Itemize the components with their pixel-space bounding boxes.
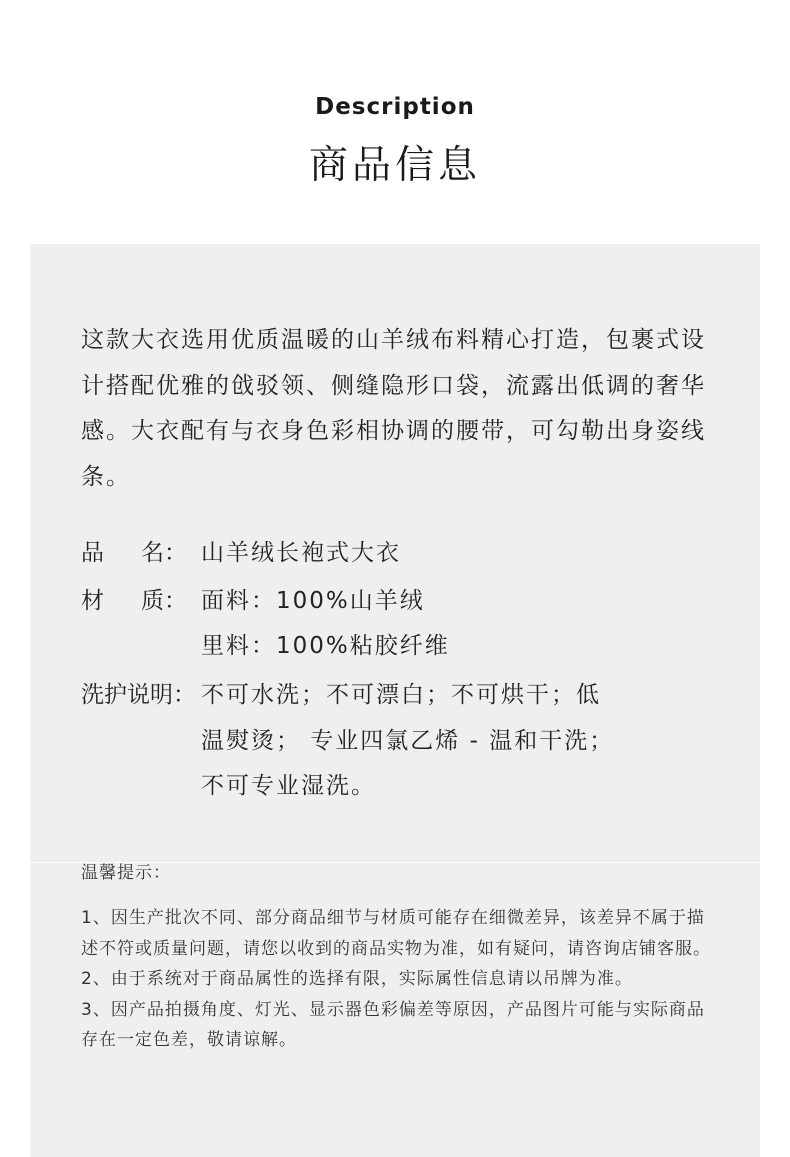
tip-item-2: 2、由于系统对于商品属性的选择有限，实际属性信息请以吊牌为准。: [81, 969, 633, 989]
spec-row-name: [81, 531, 681, 577]
tips-list: [81, 903, 711, 1056]
header-title-en: Description: [315, 94, 475, 120]
spec-label-material-b: 质：: [141, 588, 187, 614]
spec-row-material-lining: [81, 624, 681, 670]
spec-value-material-outer: 面料：100%山羊绒: [201, 588, 425, 614]
header-title-cn: 商品信息: [308, 143, 481, 188]
spec-row-care: [81, 673, 681, 719]
spec-value-material-lining: 里料：100%粘胶纤维: [201, 633, 450, 659]
spec-value-care-2: 温熨烫； 专业四氯乙烯 - 温和干洗；: [201, 728, 615, 754]
spec-label-care: 洗护说明：: [81, 682, 196, 708]
header: [0, 0, 790, 244]
spec-row-material: [81, 579, 681, 625]
tip-item-3: 3、因产品拍摄角度、灯光、显示器色彩偏差等原因，产品图片可能与实际商品存在一定色差，敬请谅解。: [81, 999, 705, 1050]
spec-row-care-2: [81, 719, 681, 765]
spec-label-name-a: 品: [81, 540, 104, 566]
tip-item-1: 1、因生产批次不同、部分商品细节与材质可能存在细微差异，该差异不属于描述不符或质量问题，请您以收到的商品实物为准，如有疑问，请咨询店铺客服。: [81, 908, 711, 959]
spec-value-care-1: 不可水洗；不可漂白；不可烘干；低: [201, 682, 601, 708]
spec-row-care-3: [81, 764, 681, 810]
spec-value-care-3: 不可专业湿洗。: [201, 773, 376, 799]
tips-title: 温馨提示：: [81, 863, 171, 883]
product-intro: 这款大衣选用优质温暖的山羊绒布料精心打造，包裹式设计搭配优雅的戗驳领、侧缝隐形口袋，流露出低调的奢华感。大衣配有与衣身色彩相协调的腰带，可勾勒出身姿线条。: [81, 327, 706, 490]
spec-label-name-b: 名：: [141, 540, 187, 566]
spec-value-name: 山羊绒长袍式大衣: [201, 540, 401, 566]
spec-label-material-a: 材: [81, 588, 104, 614]
